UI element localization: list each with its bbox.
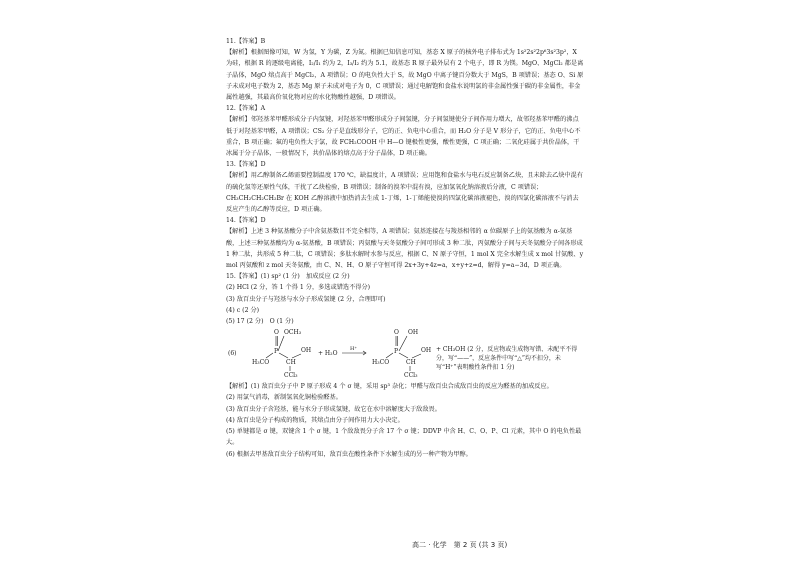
product-oh-bond xyxy=(399,336,407,351)
reactant-left-bond xyxy=(266,353,273,358)
analysis-15-5: (5) 单键都是 σ 键，双键含 1 个 σ 键，1 个敌敌畏分子含 17 个 σ 键；DDVP 中含 H、C、O、P、Cl 元素，其中 O 的电负性最大。 xyxy=(226,428,582,447)
question-13 xyxy=(226,159,584,215)
reactant-ch: CH xyxy=(286,359,296,367)
product-ccl3: CCl₃ xyxy=(404,372,418,380)
part6-label: (6) xyxy=(228,350,237,358)
product-right-bond xyxy=(399,353,408,358)
answer-15-part5: (5) 17 (2 分) O (1 分) xyxy=(226,318,294,326)
product-tail-wrapper xyxy=(436,345,584,379)
answer-15-part2: (2) HCl (2 分，答 1 个得 1 分，多选或错选不得分) xyxy=(226,284,371,292)
product-ch: CH xyxy=(406,359,416,367)
analysis-14: 【解析】上述 3 种氨基酸分子中含氨基数目不完全相等，A 项错误；氨基连接在与羧基相邻的 α 位碳原子上的氨基酸为 α-氨基酸，上述三种氨基酸均为 α-氨基酸，B 项错误；丙氨酸与天冬氨酸分子间可形成 3 种二肽，丙氨酸分子间与天冬氨酸分子间各形成 1 种二肽，共形成 5 种二肽，C 项错误；多肽水解时水参与反应，根据 C、N 原子守恒，1 mol X 完全水解生成 x mol 甘氨酸、y mol 丙氨酸和 z mol 天冬氨酸，由 C、N、H、O 原子守恒可得 2x+3y+4z=a，x+y+z=d，解得 y=a−3d，D 项正确。 xyxy=(226,228,584,270)
product-oh: OH xyxy=(421,347,432,355)
reactant-o: O xyxy=(274,329,279,337)
answer-14: 14.【答案】D xyxy=(226,217,266,225)
question-11 xyxy=(226,36,584,103)
product-tail: + CH₃OH (2 分，反应物或生成物写错、未配平不得分，写“——”，反应条件中写“△”均不扣分，未写“H⁺”表明酸性条件扣 1 分) xyxy=(436,346,578,372)
answer-11: 11.【答案】B xyxy=(226,38,266,45)
reactant-h3co: H₃CO xyxy=(252,359,270,367)
question-14 xyxy=(226,215,584,271)
question-12 xyxy=(226,103,584,159)
product-oh-side-bond xyxy=(412,354,421,358)
question-15 xyxy=(226,271,584,459)
product-h3co: H₃CO xyxy=(372,359,390,367)
analysis-11: 【解析】根据图像可知，W 为氢，Y 为碳，Z 为氮。根据已知信息可知，基态 X 原子的核外电子排布式为 1s²2s²2p⁶3s²3p²，X 为硅，根据 R 的逐级电离能，I₂/I₁ 约为 2，I₃/I₂ 约为 5.1，故基态 R 原子最外层有 2 个电子，即 R 为镁。MgO、MgCl₂ 都是离子晶体，MgO 熔点高于 MgCl₂，A 项错误；O 的电负性大于 S，故 MgO 中离子键百分数大于 MgS，B 项错误；基态 O、Si 原子未成对电子数为 2，基态 Mg 原子未成对电子为 0，C 项错误；通过电解饱和食盐水说明氯的非金属性强于碳的非金属性，非金属性越强，其最高价氧化物对应的水化物酸性越强，D 项错误。 xyxy=(226,49,584,102)
reactant-oh-bond xyxy=(292,354,301,358)
reactant-och3-bond xyxy=(278,336,284,351)
product-p: P xyxy=(394,348,399,356)
reactant-och3: OCH₃ xyxy=(284,329,302,337)
plus-water: + H₂O xyxy=(318,350,338,358)
analysis-13: 【解析】用乙醇制备乙烯需要控制温度 170 ℃，缺温度计，A 项错误；应用饱和食盐水与电石反应制备乙炔，且未除去乙炔中混有的硫化氢等还原性气体，干扰了乙炔检验，B 项错误；制备的溴苯中混有溴，应加氢氧化钠溶液后分液，C 项错误；CH₃CH₂CH₂CH₂Br 在 KOH 乙醇溶液中加热消去生成 1-丁烯，1-丁烯能使溴的四氯化碳溶液褪色，溴的四氯化碳溶液不与消去反应产生的乙醇等反应，D 项正确。 xyxy=(226,172,584,214)
product-left-bond xyxy=(386,353,393,358)
reactant-oh: OH xyxy=(301,347,312,355)
answer-content xyxy=(226,36,584,460)
analysis-12: 【解析】邻羟基苯甲醛形成分子内氢键，对羟基苯甲醛形成分子间氢键，分子间氢键使分子间作用力增大，故邻羟基苯甲醛的沸点低于对羟基苯甲醛，A 项错误；CS₂ 分子是直线形分子，它的正、负电中心重合，而 H₂O 分子是 V 形分子，它的正、负电中心不重合，B 项正确；氟的电负性大于氯，故 FCH₂COOH 中 H—O 键极性更强，酸性更强，C 项正确；二氧化硅属于共价晶体，干冰属于分子晶体，一般情况下，共价晶体的熔点高于分子晶体，D 项正确。 xyxy=(226,116,581,158)
answer-15: 15.【答案】(1) sp² (1 分) 加成反应 (2 分) xyxy=(226,273,350,281)
reactant-right-bond xyxy=(279,353,288,358)
analysis-15-3: (3) 敌百虫分子含羟基，能与水分子形成氢键，故它在水中溶解度大于敌敌畏。 xyxy=(226,405,441,413)
product-o: O xyxy=(394,329,399,337)
answer-13: 13.【答案】D xyxy=(226,161,266,169)
reaction-structures xyxy=(226,329,584,379)
page-footer: 高二 · 化学 第 2 页 (共 3 页) xyxy=(412,541,508,549)
reaction-equation xyxy=(226,329,584,379)
reactant-p: P xyxy=(274,348,279,356)
analysis-15-1: 【解析】(1) 敌百虫分子中 P 原子形成 4 个 σ 键，采用 sp³ 杂化；甲醛与敌百虫合成敌百虫的反应为醛基的加成反应。 xyxy=(226,383,553,391)
answer-15-part4: (4) c (2 分) xyxy=(226,306,260,314)
analysis-15-4: (4) 敌百虫是分子构成的物质，其熔点由分子间作用力大小决定。 xyxy=(226,416,404,424)
reactant-ccl3: CCl₃ xyxy=(284,372,298,380)
answer-15-part3: (3) 敌百虫分子与羟基与水分子形成氢键 (2 分，合理即可) xyxy=(226,295,386,303)
analysis-15-6: (6) 根据去甲基敌百虫分子结构可知，敌百虫在酸性条件下水解生成的另一种产物为甲醇。 xyxy=(226,450,472,458)
analysis-15-2: (2) 用氯气消毒，新制氢氧化铜检验醛基。 xyxy=(226,394,342,402)
arrow-label: H⁺ xyxy=(350,346,357,353)
product-oh-top: OH xyxy=(408,329,419,337)
answer-12: 12.【答案】A xyxy=(226,105,266,113)
